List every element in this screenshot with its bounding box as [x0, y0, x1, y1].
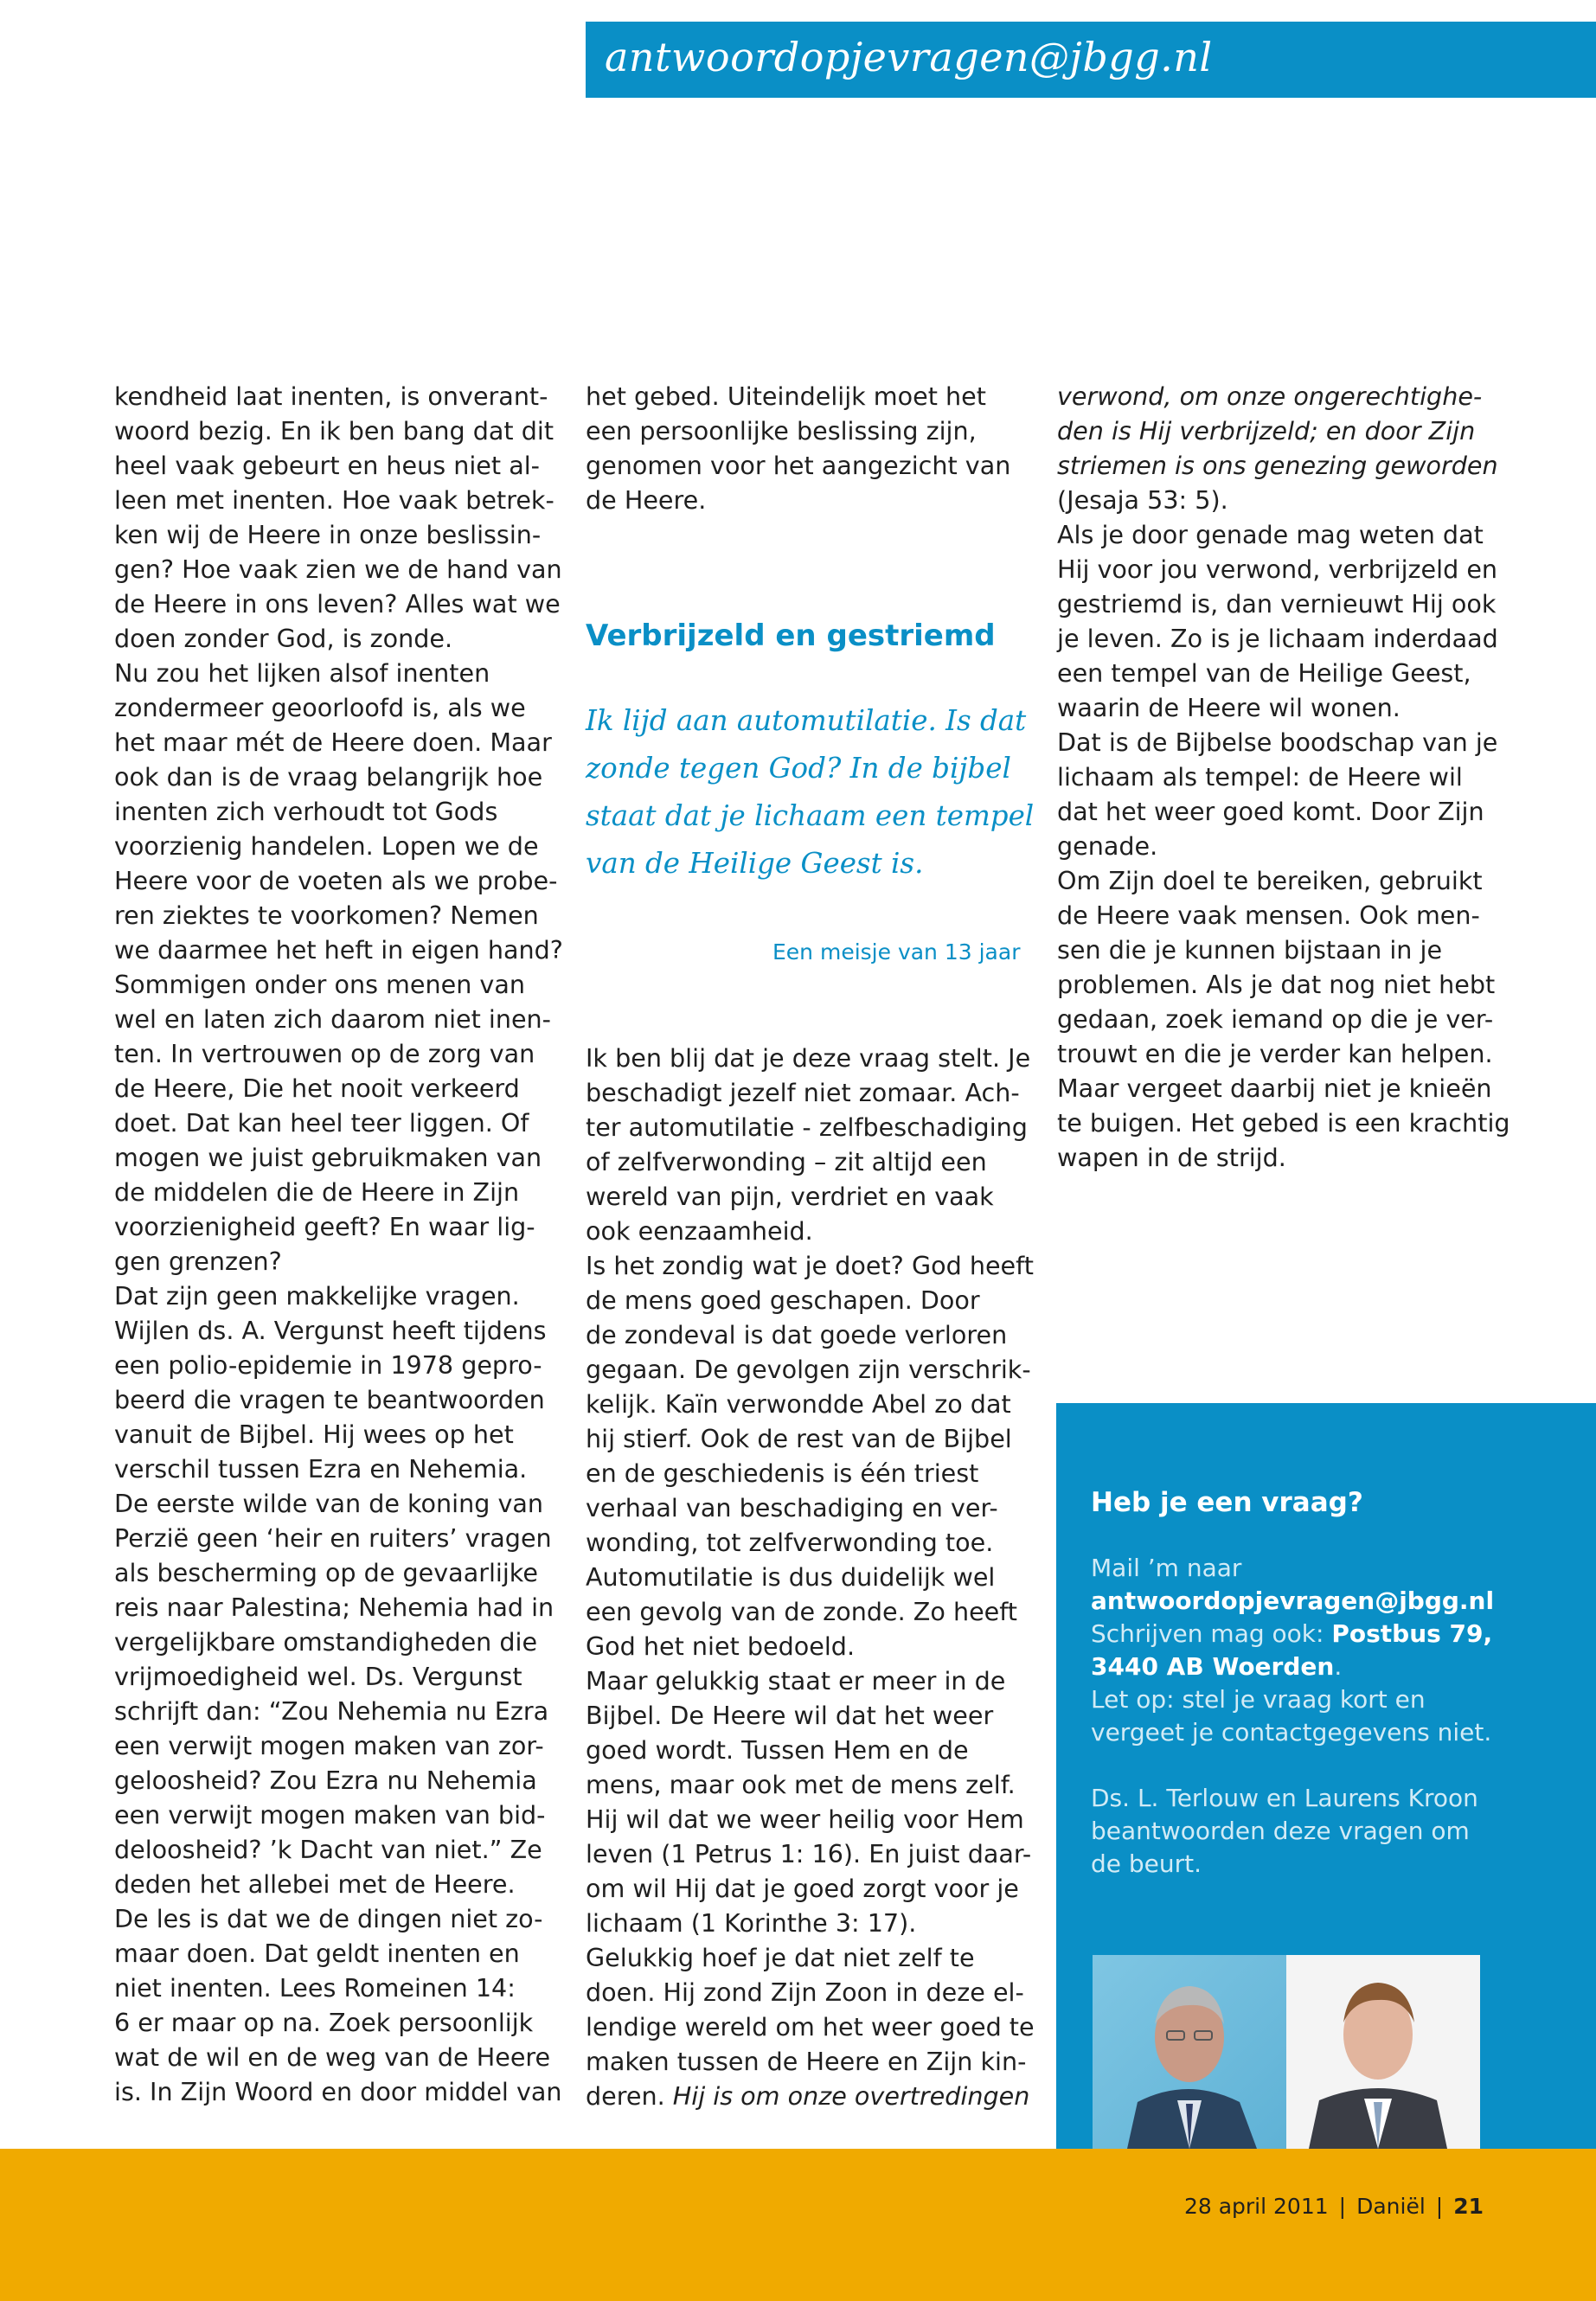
text-line: is. In Zijn Woord en door middel van [114, 2077, 562, 2106]
text-line: wapen in de strijd. [1057, 1143, 1286, 1172]
text-line: een verwijt mogen maken van bid- [114, 1800, 546, 1830]
text-line: De les is dat we de dingen niet zo- [114, 1904, 543, 1933]
address-end: . [1334, 1652, 1343, 1681]
page-number: 21 [1453, 2194, 1484, 2219]
text-line [586, 2079, 1035, 2113]
text-line: Maar vergeet daarbij niet je knieën [1057, 1074, 1492, 1103]
authors-photo-illustration [1093, 1955, 1480, 2149]
text-line: verschil tussen Ezra en Nehemia. [114, 1454, 528, 1484]
column-3 [1057, 379, 1510, 1175]
footer-bar [0, 2149, 1596, 2301]
text-line: kelijk. Kaïn verwondde Abel zo dat [586, 1389, 1011, 1419]
text-line: Dat zijn geen makkelijke vragen. [114, 1281, 520, 1311]
text-line: lichaam als tempel: de Heere wil [1057, 762, 1463, 792]
note-line: Let op: stel je vraag kort en [1091, 1685, 1426, 1714]
text-line: schrijft dan: “Zou Nehemia nu Ezra [114, 1696, 549, 1726]
text-line: reis naar Palestina; Nehemia had in [114, 1593, 554, 1622]
text-line: een gevolg van de zonde. Zo heeft [586, 1597, 1018, 1626]
text-line: lendige wereld om het weer goed te [586, 2012, 1035, 2041]
text-line: Dat is de Bijbelse boodschap van je [1057, 727, 1498, 757]
text-line: genomen voor het aangezicht van [586, 451, 1011, 480]
text-line: waarin de Heere wil wonen. [1057, 693, 1401, 722]
text-line: het gebed. Uiteindelijk moet het [586, 381, 986, 411]
text-line: ten. In vertrouwen op de zorg van [114, 1039, 535, 1068]
text-line: verhaal van beschadiging en ver- [586, 1493, 998, 1522]
text-line: niet inenten. Lees Romeinen 14: [114, 1973, 516, 2003]
text-line: om wil Hij dat je goed zorgt voor je [586, 1874, 1019, 1903]
address-line-2: 3440 AB Woerden [1091, 1652, 1335, 1681]
scripture-quote-line: verwond, om onze ongerechtighe- [1057, 381, 1483, 411]
text-line: de middelen die de Heere in Zijn [114, 1177, 520, 1207]
text-line: voorzienigheid geeft? En waar lig- [114, 1212, 535, 1241]
text-line: doen. Hij zond Zijn Zoon in deze el- [586, 1977, 1024, 2007]
text-line: of zelfverwonding – zit altijd een [586, 1147, 987, 1176]
question-line: van de Heilige Geest is. [586, 847, 924, 880]
question-info-box [1056, 1403, 1596, 2149]
text-line: kendheid laat inenten, is onverant- [114, 381, 548, 411]
text-line: de Heere vaak mensen. Ook men- [1057, 901, 1480, 930]
text-line: dat het weer goed komt. Door Zijn [1057, 797, 1484, 826]
magazine-name: Daniël [1356, 2194, 1426, 2219]
text-line: Om Zijn doel te bereiken, gebruikt [1057, 866, 1483, 895]
authors-line: de beurt. [1091, 1849, 1202, 1878]
text-line: de Heere. [586, 485, 707, 515]
text-line: je leven. Zo is je lichaam inderdaad [1057, 624, 1498, 653]
text-line: te buigen. Het gebed is een krachtig [1057, 1108, 1510, 1138]
text-line: goed wordt. Tussen Hem en de [586, 1735, 969, 1765]
text-line: doen zonder God, is zonde. [114, 624, 453, 653]
text-line: ter automutilatie - zelfbeschadiging [586, 1112, 1028, 1142]
text-line: ook eenzaamheid. [586, 1216, 813, 1246]
text-line: gen grenzen? [114, 1247, 282, 1276]
text-line: maar doen. Dat geldt inenten en [114, 1939, 520, 1968]
text-line: inenten zich verhoudt tot Gods [114, 797, 498, 826]
text-line: deden het allebei met de Heere. [114, 1869, 516, 1899]
text-line: gestriemd is, dan vernieuwt Hij ook [1057, 589, 1497, 619]
text-line: vergelijkbare omstandigheden die [114, 1627, 538, 1657]
issue-date: 28 april 2011 [1183, 2194, 1329, 2219]
text-line: voorzienig handelen. Lopen we de [114, 831, 539, 861]
text-line: de Heere in ons leven? Alles wat we [114, 589, 561, 619]
text-line: als bescherming op de gevaarlijke [114, 1558, 538, 1587]
text-line: gegaan. De gevolgen zijn verschrik- [586, 1355, 1031, 1384]
text-line: maken tussen de Heere en Zijn kin- [586, 2047, 1027, 2076]
mail-label: Mail ’m naar [1091, 1554, 1242, 1582]
text-line: wel en laten zich daarom niet inen- [114, 1004, 551, 1034]
text-line: Heere voor de voeten als we probe- [114, 866, 558, 895]
text-line: hij stierf. Ook de rest van de Bijbel [586, 1424, 1012, 1453]
text-line: Wijlen ds. A. Vergunst heeft tijdens [114, 1316, 547, 1345]
question-asker: Een meisje van 13 jaar [772, 939, 1021, 965]
text-line: problemen. Als je dat nog niet hebt [1057, 970, 1496, 999]
text-line: beschadigt jezelf niet zomaar. Ach- [586, 1078, 1020, 1107]
text-line: gedaan, zoek iemand op die je ver- [1057, 1004, 1494, 1034]
footer-info: 28 april 2011 | Daniël | 21 [1183, 2194, 1484, 2219]
header-email[interactable]: antwoordopjevragen@jbgg.nl [605, 34, 1213, 80]
info-box-text [1091, 1552, 1494, 1881]
text-line: de Heere, Die het nooit verkeerd [114, 1074, 520, 1103]
text-line: beerd die vragen te beantwoorden [114, 1385, 545, 1414]
text-line: heel vaak gebeurt en heus niet al- [114, 451, 540, 480]
text-line: Sommigen onder ons menen van [114, 970, 525, 999]
text-line: Is het zondig wat je doet? God heeft [586, 1251, 1034, 1280]
text-line: Gelukkig hoef je dat niet zelf te [586, 1943, 975, 1972]
text-line: sen die je kunnen bijstaan in je [1057, 935, 1443, 965]
text-line: gen? Hoe vaak zien we de hand van [114, 554, 562, 584]
text-line: deloosheid? ’k Dacht van niet.” Ze [114, 1835, 542, 1864]
text-line: wonding, tot zelfverwonding toe. [586, 1528, 994, 1557]
text-line: een verwijt mogen maken van zor- [114, 1731, 544, 1760]
text-line: Ik ben blij dat je deze vraag stelt. Je [586, 1043, 1031, 1073]
text-line: we daarmee het heft in eigen hand? [114, 935, 563, 965]
text-line: Bijbel. De Heere wil dat het weer [586, 1701, 994, 1730]
text-line: een persoonlijke beslissing zijn, [586, 416, 977, 445]
text-line: Hij voor jou verwond, verbrijzeld en [1057, 554, 1498, 584]
text-line: wereld van pijn, verdriet en vaak [586, 1182, 994, 1211]
header-bar [586, 22, 1596, 98]
text-line: ken wij de Heere in onze beslissin- [114, 520, 542, 549]
text-line: Hij wil dat we weer heilig voor Hem [586, 1804, 1024, 1834]
text-line: leven (1 Petrus 1: 16). En juist daar- [586, 1839, 1032, 1868]
text-line: een tempel van de Heilige Geest, [1057, 658, 1471, 688]
text-line: en de geschiedenis is één triest [586, 1458, 979, 1488]
text-line: de zondeval is dat goede verloren [586, 1320, 1008, 1349]
reader-question [586, 697, 1034, 888]
text-line: God het niet bedoeld. [586, 1631, 856, 1661]
text-line: 6 er maar op na. Zoek persoonlijk [114, 2008, 534, 2037]
scripture-quote-line: striemen is ons genezing geworden [1057, 451, 1498, 480]
text-line: wat de wil en de weg van de Heere [114, 2042, 551, 2072]
address-line-1: Postbus 79, [1331, 1619, 1493, 1648]
text-line: Perzië geen ‘heir en ruiters’ vragen [114, 1523, 552, 1553]
text-line: geloosheid? Zou Ezra nu Nehemia [114, 1766, 537, 1795]
text-line: zondermeer geoorloofd is, als we [114, 693, 526, 722]
text-line: Automutilatie is dus duidelijk wel [586, 1562, 996, 1592]
question-line: zonde tegen God? In de bijbel [586, 752, 1011, 785]
text-line: Als je door genade mag weten dat [1057, 520, 1484, 549]
text-line: Maar gelukkig staat er meer in de [586, 1666, 1006, 1695]
text-line: trouwt en die je verder kan helpen. [1057, 1039, 1493, 1068]
text-line: vanuit de Bijbel. Hij wees op het [114, 1420, 514, 1449]
text-line: doet. Dat kan heel teer liggen. Of [114, 1108, 529, 1138]
text-line: (Jesaja 53: 5). [1057, 485, 1228, 515]
text-line: de mens goed geschapen. Door [586, 1285, 980, 1315]
contact-email-link[interactable]: antwoordopjevragen@jbgg.nl [1091, 1586, 1495, 1615]
text-line: ook dan is de vraag belangrijk hoe [114, 762, 543, 792]
authors-line: beantwoorden deze vragen om [1091, 1817, 1470, 1845]
text-line: leen met inenten. Hoe vaak betrek- [114, 485, 554, 515]
text-line: genade. [1057, 831, 1158, 861]
text-line: Nu zou het lijken alsof inenten [114, 658, 490, 688]
text-line: lichaam (1 Korinthe 3: 17). [586, 1908, 917, 1938]
question-line: staat dat je lichaam een tempel [586, 799, 1035, 832]
text-line: De eerste wilde van de koning van [114, 1489, 544, 1518]
info-box-title: Heb je een vraag? [1091, 1487, 1363, 1518]
authors-photo [1093, 1955, 1480, 2149]
question-line: Ik lijd aan automutilatie. Is dat [586, 704, 1027, 737]
column-1 [114, 379, 563, 2109]
authors-line: Ds. L. Terlouw en Laurens Kroon [1091, 1784, 1478, 1812]
text-line: woord bezig. En ik ben bang dat dit [114, 416, 554, 445]
text-fragment: deren. [586, 2081, 673, 2111]
text-line: mogen we juist gebruikmaken van [114, 1143, 542, 1172]
note-line: vergeet je contactgegevens niet. [1091, 1718, 1492, 1747]
column-2-intro [586, 379, 1010, 517]
column-2-answer [586, 1041, 1035, 2113]
text-line: mens, maar ook met de mens zelf. [586, 1770, 1016, 1799]
scripture-quote-fragment: Hij is om onze overtredingen [672, 2081, 1030, 2111]
text-line: vrijmoedigheid wel. Ds. Vergunst [114, 1662, 522, 1691]
write-label: Schrijven mag ook: [1091, 1619, 1332, 1648]
text-line: ren ziektes te voorkomen? Nemen [114, 901, 539, 930]
text-line: een polio-epidemie in 1978 gepro- [114, 1350, 542, 1380]
section-title: Verbrijzeld en gestriemd [586, 619, 996, 653]
scripture-quote-line: den is Hij verbrijzeld; en door Zijn [1057, 416, 1476, 445]
text-line: het maar mét de Heere doen. Maar [114, 727, 552, 757]
